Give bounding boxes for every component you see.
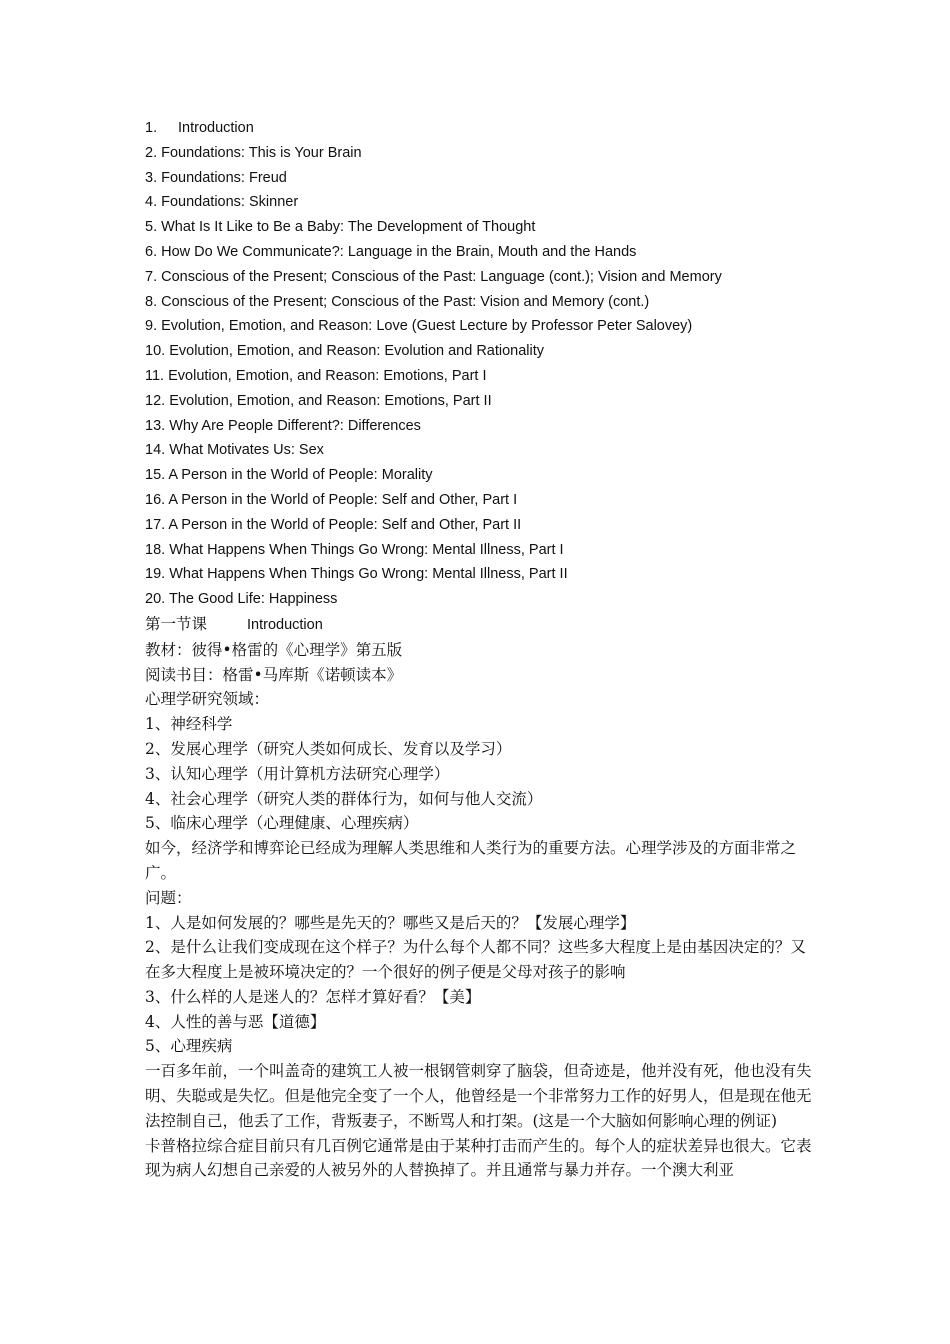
list-item-number: 8. — [145, 293, 158, 310]
list-item-number: 3. — [145, 169, 158, 186]
list-item — [145, 438, 825, 463]
capgras-paragraph: 卡普格拉综合症目前只有几百例它通常是由于某种打击而产生的。每个人的症状差异也很大。它表现为病人幻想自己亲爱的人被另外的人替换掉了。并且通常与暴力并存。一个澳大利亚 — [145, 1136, 812, 1180]
list-item-title: What Happens When Things Go Wrong: Mental Illness, Part II — [169, 566, 568, 583]
list-item-title: Foundations: Skinner — [161, 194, 299, 211]
list-item-title: How Do We Communicate?: Language in the Brain, Mouth and the Hands — [161, 243, 637, 260]
list-item — [145, 513, 825, 538]
list-item-title: What Motivates Us: Sex — [169, 442, 324, 459]
list-item: 3、什么样的人是迷人的？怎样才算好看？【美】 — [145, 987, 481, 1006]
list-item-number: 9. — [145, 318, 158, 335]
list-item-number: 6. — [145, 243, 158, 260]
list-item-number: 11. — [145, 367, 165, 384]
list-item-title: Conscious of the Present; Conscious of the Past: Language (cont.); Vision and Memory — [161, 268, 722, 285]
list-item-number: 17. — [145, 516, 166, 533]
list-item — [145, 265, 825, 290]
list-item: 1、神经科学 — [145, 715, 233, 734]
list-item — [145, 240, 825, 265]
list-item — [145, 488, 825, 513]
list-item-number: 18. — [145, 541, 166, 558]
list-item-title: The Good Life: Happiness — [168, 591, 338, 608]
list-item — [145, 538, 825, 563]
list-item: 5、心理疾病 — [145, 1037, 233, 1056]
list-item — [145, 587, 825, 612]
list-item-title: A Person in the World of People: Morality — [168, 467, 433, 484]
list-item-title: Introduction — [178, 120, 254, 136]
lesson-label: 第一节课 — [145, 614, 208, 633]
list-item — [145, 314, 825, 339]
list-item — [145, 215, 825, 240]
list-item: 4、社会心理学（研究人类的群体行为，如何与他人交流） — [145, 789, 543, 808]
list-item-number: 4. — [145, 194, 158, 211]
list-item-number: 1. — [145, 120, 158, 136]
list-item-number: 14. — [145, 442, 166, 459]
list-item: 3、认知心理学（用计算机方法研究心理学） — [145, 764, 450, 783]
list-item-number: 12. — [145, 392, 166, 409]
list-item: 4、人性的善与恶【道德】 — [145, 1012, 326, 1031]
list-item-title: What Is It Like to Be a Baby: The Development of Thought — [161, 219, 536, 236]
list-item: 5、临床心理学（心理健康、心理疾病） — [145, 814, 419, 833]
list-item-number: 10. — [145, 343, 166, 360]
list-item — [145, 141, 825, 166]
list-item-title: Conscious of the Present; Conscious of the Past: Vision and Memory (cont.) — [161, 293, 650, 310]
lecture-list — [145, 116, 825, 612]
list-item-title: Why Are People Different?: Differences — [169, 417, 421, 434]
list-item-title: Evolution, Emotion, and Reason: Love (Guest Lecture by Professor Peter Salovey) — [161, 318, 693, 335]
list-item-number: 15. — [145, 467, 166, 484]
list-item — [145, 463, 825, 488]
reading-line: 阅读书目：格雷•马库斯《诺顿读本》 — [145, 665, 403, 684]
list-item-title: Evolution, Emotion, and Reason: Evolution and Rationality — [169, 343, 545, 360]
list-item — [145, 190, 825, 215]
list-item-title: Evolution, Emotion, and Reason: Emotions, Part I — [168, 367, 487, 384]
questions-heading: 问题： — [145, 888, 192, 907]
list-item-number: 16. — [145, 491, 166, 508]
textbook-line: 教材：彼得•格雷的《心理学》第五版 — [145, 640, 403, 659]
list-item-number: 5. — [145, 219, 158, 236]
list-item-number: 2. — [145, 144, 158, 161]
list-item-title: What Happens When Things Go Wrong: Mental Illness, Part I — [169, 541, 564, 558]
list-item — [145, 389, 825, 414]
list-item-number: 13. — [145, 417, 166, 434]
list-item — [145, 562, 825, 587]
list-item: 1、人是如何发展的？哪些是先天的？哪些又是后天的？【发展心理学】 — [145, 913, 636, 932]
list-item: 2、是什么让我们变成现在这个样子？为什么每个人都不同？这些多大程度上是由基因决定的？又在多大程度上是被环境决定的？一个很好的例子便是父母对孩子的影响 — [145, 938, 806, 982]
list-item — [145, 414, 825, 439]
gage-paragraph: 一百多年前，一个叫盖奇的建筑工人被一根钢管刺穿了脑袋，但奇迹是，他并没有死，他也没有失明、失聪或是失忆。但是他完全变了一个人，他曾经是一个非常努力工作的好男人，但是现在他无法控制自己，他丢了工作，背叛妻子，不断骂人和打架。(这是一个大脑如何影响心理的例证) — [145, 1062, 812, 1130]
list-item-title: A Person in the World of People: Self and Other, Part II — [168, 516, 522, 533]
list-item-title: Foundations: Freud — [161, 169, 287, 186]
document-page — [145, 116, 825, 1183]
lesson-heading — [145, 612, 825, 638]
list-item — [145, 116, 825, 141]
lesson-title: Introduction — [247, 616, 323, 633]
list-item: 2、发展心理学（研究人类如何成长、发育以及学习） — [145, 739, 512, 758]
intro-paragraph: 如今，经济学和博弈论已经成为理解人类思维和人类行为的重要方法。心理学涉及的方面非常之广。 — [145, 839, 797, 882]
list-item — [145, 339, 825, 364]
list-item-number: 20. — [145, 591, 166, 608]
list-item — [145, 290, 825, 315]
list-item-title: Evolution, Emotion, and Reason: Emotions, Part II — [169, 392, 492, 409]
list-item — [145, 166, 825, 191]
list-item — [145, 364, 825, 389]
list-item-number: 19. — [145, 566, 166, 583]
list-item-number: 7. — [145, 268, 158, 285]
list-item-title: A Person in the World of People: Self and Other, Part I — [168, 491, 518, 508]
list-item-title: Foundations: This is Your Brain — [161, 144, 362, 161]
fields-heading: 心理学研究领域： — [145, 690, 270, 709]
